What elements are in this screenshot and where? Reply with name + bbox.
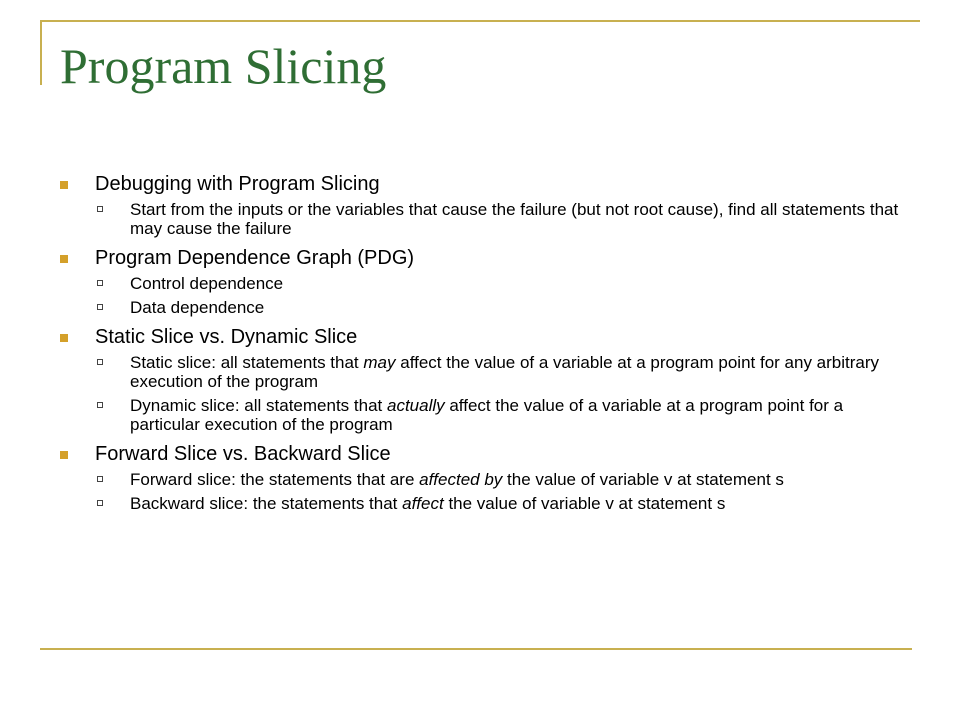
sub-bullet-item [95, 470, 900, 489]
top-rule [40, 20, 920, 22]
slide-title: Program Slicing [60, 38, 387, 94]
text-segment: Start from the inputs or the variables that cause the failure (but not root cause), find all statements that may cause the failure [130, 200, 899, 238]
emphasis-text: may [363, 353, 396, 372]
sub-bullet-item [95, 200, 900, 238]
sub-bullet-text [130, 396, 900, 434]
text-segment: the value of variable v at statement s [502, 470, 784, 489]
hollow-square-bullet-icon [97, 280, 103, 286]
text-segment: affect the value of a variable at a program point for a particular execution of the program [130, 396, 844, 434]
text-segment: affect the value of a variable at a program point for any arbitrary execution of the program [130, 353, 880, 391]
sub-bullet-item [95, 494, 900, 513]
sub-bullet-text [130, 353, 900, 391]
square-bullet-icon [60, 451, 68, 459]
slide-content [60, 170, 900, 519]
bullet-list [60, 170, 900, 513]
bullet-text: Program Dependence Graph (PDG) [95, 247, 415, 269]
hollow-square-bullet-icon [97, 206, 103, 212]
bullet-item [60, 323, 900, 434]
square-bullet-icon [60, 255, 68, 263]
sub-bullet-text [130, 470, 900, 489]
bottom-rule [40, 648, 912, 650]
emphasis-text: affect [402, 494, 444, 513]
hollow-square-bullet-icon [97, 476, 103, 482]
left-rule [40, 20, 42, 85]
bullet-text: Forward Slice vs. Backward Slice [95, 443, 391, 465]
hollow-square-bullet-icon [97, 304, 103, 310]
sub-bullet-item [95, 298, 900, 317]
sub-bullet-text [130, 200, 900, 238]
bullet-item [60, 244, 900, 317]
square-bullet-icon [60, 334, 68, 342]
bullet-text: Static Slice vs. Dynamic Slice [95, 326, 358, 348]
sub-bullet-list [95, 470, 900, 513]
text-segment: Forward slice: the statements that are [130, 470, 420, 489]
hollow-square-bullet-icon [97, 500, 103, 506]
emphasis-text: actually [386, 396, 445, 415]
hollow-square-bullet-icon [97, 359, 103, 365]
sub-bullet-list [95, 200, 900, 238]
bullet-item [60, 440, 900, 513]
text-segment: Static slice: all statements that [130, 353, 364, 372]
emphasis-text: affected by [419, 470, 503, 489]
text-segment: Dynamic slice: all statements that [130, 396, 387, 415]
sub-bullet-text [130, 298, 900, 317]
text-segment: Backward slice: the statements that [130, 494, 403, 513]
sub-bullet-item [95, 274, 900, 293]
bullet-item [60, 170, 900, 238]
text-segment: the value of variable v at statement s [443, 494, 726, 513]
bullet-text: Debugging with Program Slicing [95, 173, 380, 195]
sub-bullet-item [95, 396, 900, 434]
sub-bullet-text [130, 274, 900, 293]
sub-bullet-item [95, 353, 900, 391]
square-bullet-icon [60, 181, 68, 189]
hollow-square-bullet-icon [97, 402, 103, 408]
sub-bullet-text [130, 494, 900, 513]
text-segment: Data dependence [130, 298, 265, 317]
sub-bullet-list [95, 353, 900, 434]
sub-bullet-list [95, 274, 900, 317]
text-segment: Control dependence [130, 274, 284, 293]
